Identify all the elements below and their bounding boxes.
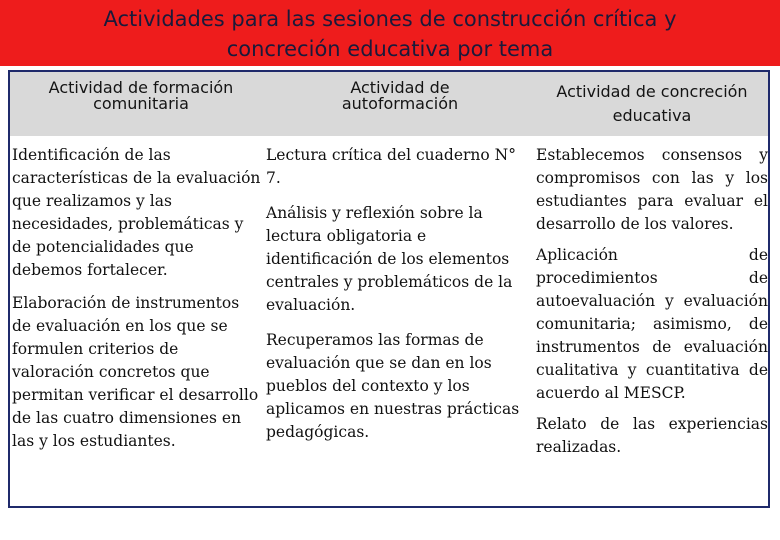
paragraph: Lectura crítica del cuaderno N° 7. xyxy=(266,146,516,187)
header-col3-line2: educativa xyxy=(612,106,692,125)
header-col3-line1: Actividad de concreción xyxy=(556,82,748,101)
header-educational-concretion xyxy=(536,80,768,144)
paragraph: Análisis y reflexión sobre la lectura obligatoria e identificación de los elementos centrales y problemáticos de la evaluación. xyxy=(266,204,513,314)
community-training-column xyxy=(12,144,262,463)
activities-table xyxy=(8,70,770,508)
header-col1-line1: Actividad de formación xyxy=(48,78,234,97)
paragraph: Aplicación de procedimientos de autoevaluación y evaluación comunitaria; asimismo, de instrumentos de evaluación cualitativa y cuantitativa de acuerdo al MESCP. xyxy=(536,246,768,402)
paragraph: Relato de las experiencias realizadas. xyxy=(536,415,768,456)
paragraph: Recuperamos las formas de evaluación que se dan en los pueblos del contexto y los aplicamos en nuestras prácticas pedagógicas. xyxy=(266,331,520,441)
educational-concretion-column xyxy=(536,144,768,467)
table-header-row xyxy=(10,72,768,136)
paragraph: Elaboración de instrumentos de evaluación en los que se formulen criterios de valoración concretos que permitan verificar el desarrollo de las cuatro dimensiones en las y los estudiantes. xyxy=(12,294,259,450)
self-training-column xyxy=(266,144,532,456)
paragraph: Establecemos consensos y compromisos con las y los estudiantes para evaluar el desarrollo de los valores. xyxy=(536,146,768,233)
header-community-training xyxy=(16,80,266,144)
header-col2-line1: Actividad de xyxy=(350,78,450,97)
title-line-1: Actividades para las sesiones de construcción crítica y xyxy=(103,7,677,31)
title-line-2: concreción educativa por tema xyxy=(226,37,554,61)
header-self-training xyxy=(270,80,530,144)
paragraph: Identificación de las características de la evaluación que realizamos y las necesidades, problemáticas y de potencialidades que debemos fortalecer. xyxy=(12,146,261,279)
header-col2-line2: autoformación xyxy=(341,94,459,113)
title-banner xyxy=(0,0,780,66)
header-col1-line2: comunitaria xyxy=(93,94,189,113)
